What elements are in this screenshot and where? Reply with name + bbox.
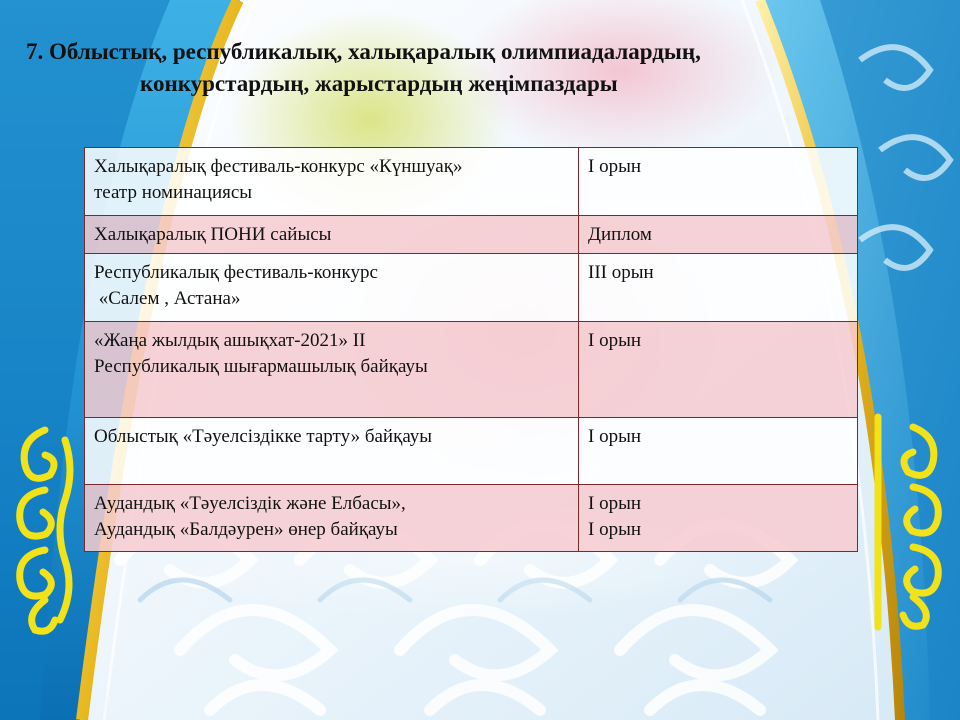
table-row xyxy=(85,485,858,552)
table-row xyxy=(85,216,858,254)
event-cell xyxy=(85,216,579,254)
result-text: І орын xyxy=(588,330,642,351)
event-text: «Жаңа жылдық ашықхат-2021» ІІ xyxy=(94,330,366,351)
ornament-left-icon xyxy=(10,420,80,640)
title-line-1: 7. Облыстық, республикалық, халықаралық олимпиадалардың, xyxy=(26,39,701,64)
event-text: Халықаралық ПОНИ сайысы xyxy=(94,224,332,245)
result-text: І орын xyxy=(588,156,642,177)
event-text: театр номинациясы xyxy=(94,182,253,203)
title-line-2: конкурстардың, жарыстардың жеңімпаздары xyxy=(140,71,618,96)
winners-table xyxy=(84,147,858,552)
result-cell xyxy=(579,254,858,322)
result-cell xyxy=(579,148,858,216)
event-cell xyxy=(85,418,579,485)
event-text: Республикалық шығармашылық байқауы xyxy=(94,356,428,377)
result-text: І орын xyxy=(588,426,642,447)
result-text: І орын xyxy=(588,493,642,514)
event-text: Облыстық «Тәуелсіздікке тарту» байқауы xyxy=(94,426,433,447)
event-text: Республикалық фестиваль-конкурс xyxy=(94,262,378,283)
result-text: Диплом xyxy=(588,224,652,245)
table-row xyxy=(85,418,858,485)
table-row xyxy=(85,254,858,322)
result-cell xyxy=(579,418,858,485)
event-cell xyxy=(85,254,579,322)
ornament-right-icon xyxy=(868,412,948,632)
result-cell xyxy=(579,322,858,418)
event-cell xyxy=(85,148,579,216)
result-cell xyxy=(579,216,858,254)
result-cell xyxy=(579,485,858,552)
result-text: І орын xyxy=(588,519,642,540)
table-row xyxy=(85,148,858,216)
event-text: «Салем , Астана» xyxy=(94,288,241,309)
event-text: Халықаралық фестиваль-конкурс «Күншуақ» xyxy=(94,156,463,177)
event-text: Аудандық «Балдәурен» өнер байқауы xyxy=(94,519,398,540)
event-cell xyxy=(85,485,579,552)
event-text: Аудандық «Тәуелсіздік және Елбасы», xyxy=(94,493,406,514)
event-cell xyxy=(85,322,579,418)
table-row xyxy=(85,322,858,418)
result-text: ІІІ орын xyxy=(588,262,654,283)
page-title xyxy=(0,36,960,100)
